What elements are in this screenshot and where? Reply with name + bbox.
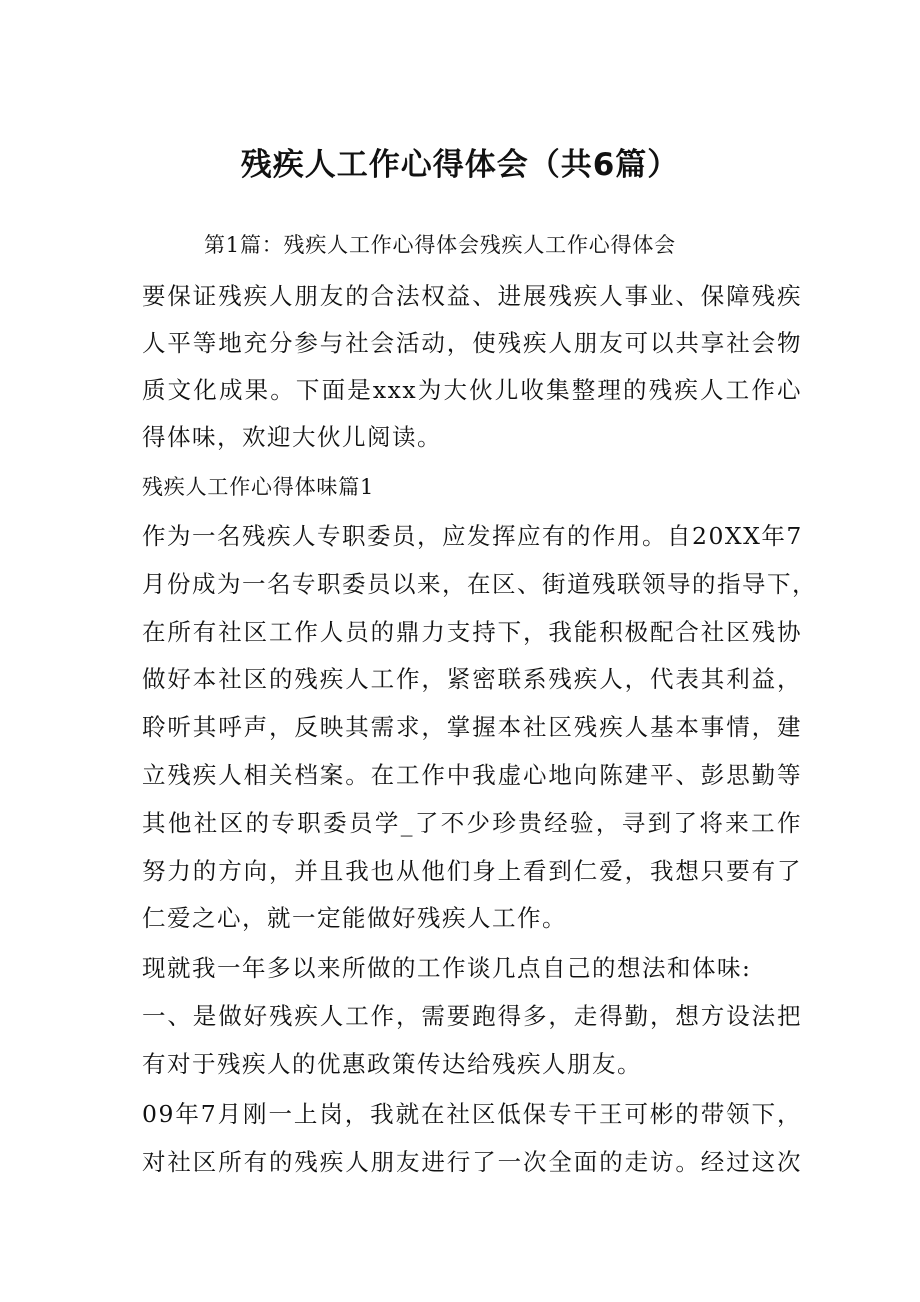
paragraph-line: 09年7月刚一上岗，我就在社区低保专干王可彬的带领下， [142,1100,802,1128]
intro-line: 要保证残疾人朋友的合法权益、进展残疾人事业、保障残疾 [142,282,802,310]
paragraph-line: 一、是做好残疾人工作，需要跑得多，走得勤，想方设法把 [142,1002,802,1030]
paragraph-line: 在所有社区工作人员的鼎力支持下，我能积极配合社区残协 [142,618,802,646]
document-title: 残疾人工作心得体会（共6篇） [240,147,680,183]
intro-line: 人平等地充分参与社会活动，使残疾人朋友可以共享社会物 [142,329,802,357]
intro-line: 质文化成果。下面是xxx为大伙儿收集整理的残疾人工作心 [142,376,802,404]
paragraph-line: 有对于残疾人的优惠政策传达给残疾人朋友。 [142,1050,642,1078]
sub-heading: 残疾人工作心得体味篇1 [142,475,375,499]
paragraph-line: 做好本社区的残疾人工作，紧密联系残疾人，代表其利益， [142,665,802,693]
paragraph-line: 立残疾人相关档案。在工作中我虚心地向陈建平、彭思勤等 [142,761,802,789]
paragraph-line: 其他社区的专职委员学_了不少珍贵经验，寻到了将来工作 [142,809,802,837]
section-heading: 第1篇：残疾人工作心得体会残疾人工作心得体会 [204,233,676,257]
paragraph-line: 月份成为一名专职委员以来，在区、街道残联领导的指导下， [142,570,817,598]
paragraph-line: 努力的方向，并且我也从他们身上看到仁爱，我想只要有了 [142,857,802,885]
intro-line: 得体味，欢迎大伙儿阅读。 [142,423,442,451]
paragraph-line: 仁爱之心，就一定能做好残疾人工作。 [142,904,567,932]
paragraph-line: 作为一名残疾人专职委员，应发挥应有的作用。自20XX年7 [142,522,803,550]
paragraph-line: 聆听其呼声，反映其需求，掌握本社区残疾人基本事情，建 [142,713,802,741]
paragraph-line: 对社区所有的残疾人朋友进行了一次全面的走访。经过这次 [142,1148,802,1176]
paragraph-line: 现就我一年多以来所做的工作谈几点自己的想法和体味: [142,954,752,982]
